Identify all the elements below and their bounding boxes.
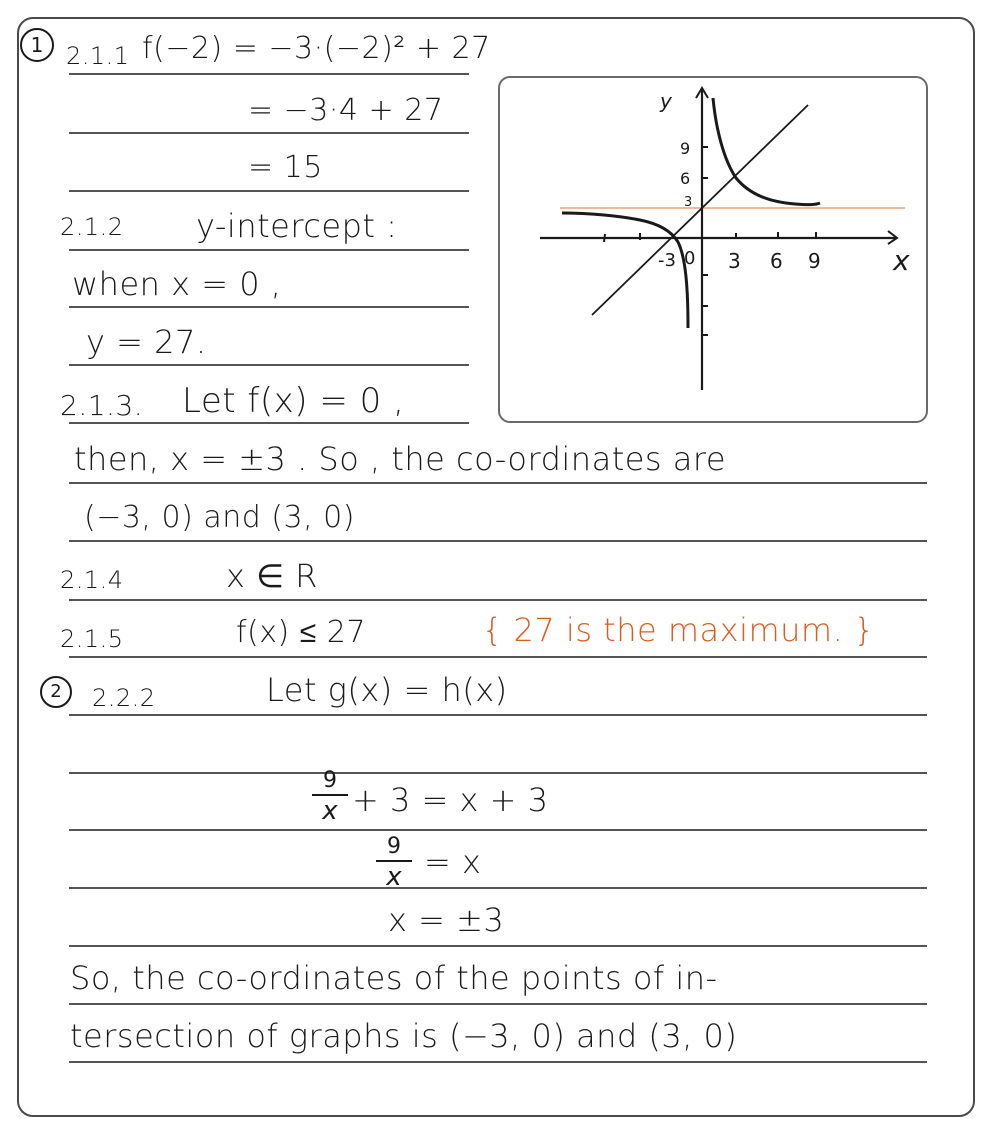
svg-text:-3: -3 (658, 250, 676, 271)
ruled-line (69, 656, 927, 658)
question-label-2-1-3: 2.1.3. (60, 389, 144, 422)
question-label-2-1-2: 2.1.2 (60, 213, 124, 241)
ruled-line (69, 422, 469, 424)
question-label-2-1-1: 2.1.1 (66, 42, 130, 70)
svg-text:9: 9 (680, 139, 691, 158)
question-label-2-2-2: 2.2.2 (92, 684, 156, 712)
q213-line2: then, x = ±3 . So , the co-ordinates are (74, 440, 727, 478)
q211-line3: = 15 (248, 150, 323, 185)
ruled-line (69, 249, 469, 251)
ruled-line (69, 599, 927, 601)
ruled-line (69, 190, 469, 192)
q215-note: { 27 is the maximum. } (482, 611, 875, 649)
q222-line1: Let g(x) = h(x) (266, 671, 508, 709)
svg-text:6: 6 (770, 249, 783, 273)
ruled-line (69, 306, 469, 308)
q211-line2: = −3·4 + 27 (248, 93, 444, 128)
ruled-line (69, 540, 927, 542)
q222-line3-rest: = x (424, 843, 482, 881)
ruled-line (69, 1061, 927, 1063)
q211-line1: f(−2) = −3·(−2)² + 27 (142, 31, 491, 66)
hyperbola-upper (713, 98, 820, 205)
question-label-2-1-4: 2.1.4 (60, 566, 124, 594)
q222-line4: x = ±3 (388, 901, 505, 939)
question-label-2-1-5: 2.1.5 (60, 625, 124, 653)
svg-text:3: 3 (728, 249, 741, 273)
q222-conclusion-line2: tersection of graphs is (−3, 0) and (3, 0) (70, 1017, 738, 1055)
section-marker-2: 2 (40, 676, 72, 708)
ruled-line (69, 945, 927, 947)
graph-panel (498, 76, 928, 423)
svg-text:6: 6 (680, 169, 691, 188)
ruled-line (69, 714, 927, 716)
q212-heading: y-intercept : (196, 207, 398, 245)
line-h (592, 105, 808, 315)
function-graph (498, 76, 928, 423)
svg-text:0: 0 (684, 248, 696, 269)
svg-text:3: 3 (684, 195, 693, 210)
ruled-line (69, 772, 927, 774)
fraction-9-over-x: 9 x (312, 770, 348, 824)
section-marker-1: 1 (20, 28, 54, 62)
svg-text:9: 9 (808, 249, 821, 273)
ruled-line (69, 132, 469, 134)
q214-answer: x ∈ R (226, 557, 318, 595)
x-axis-label: x (893, 244, 910, 277)
q213-line1: Let f(x) = 0 , (182, 381, 405, 421)
ruled-line (69, 482, 927, 484)
ruled-line (69, 73, 469, 75)
q222-conclusion-line1: So, the co-ordinates of the points of in- (70, 959, 718, 997)
q212-line2: y = 27. (86, 323, 207, 361)
ruled-line (69, 1003, 927, 1005)
q212-line1: when x = 0 , (72, 265, 282, 303)
y-axis-label: y (660, 89, 672, 113)
ruled-line (69, 364, 469, 366)
ruled-line (69, 829, 927, 831)
fraction-9-over-x: 9 x (376, 836, 412, 890)
q222-line2-rest: + 3 = x + 3 (352, 781, 549, 819)
q215-answer: f(x) ≤ 27 (236, 615, 366, 650)
ruled-line (69, 887, 927, 889)
q213-line3: (−3, 0) and (3, 0) (84, 500, 355, 535)
